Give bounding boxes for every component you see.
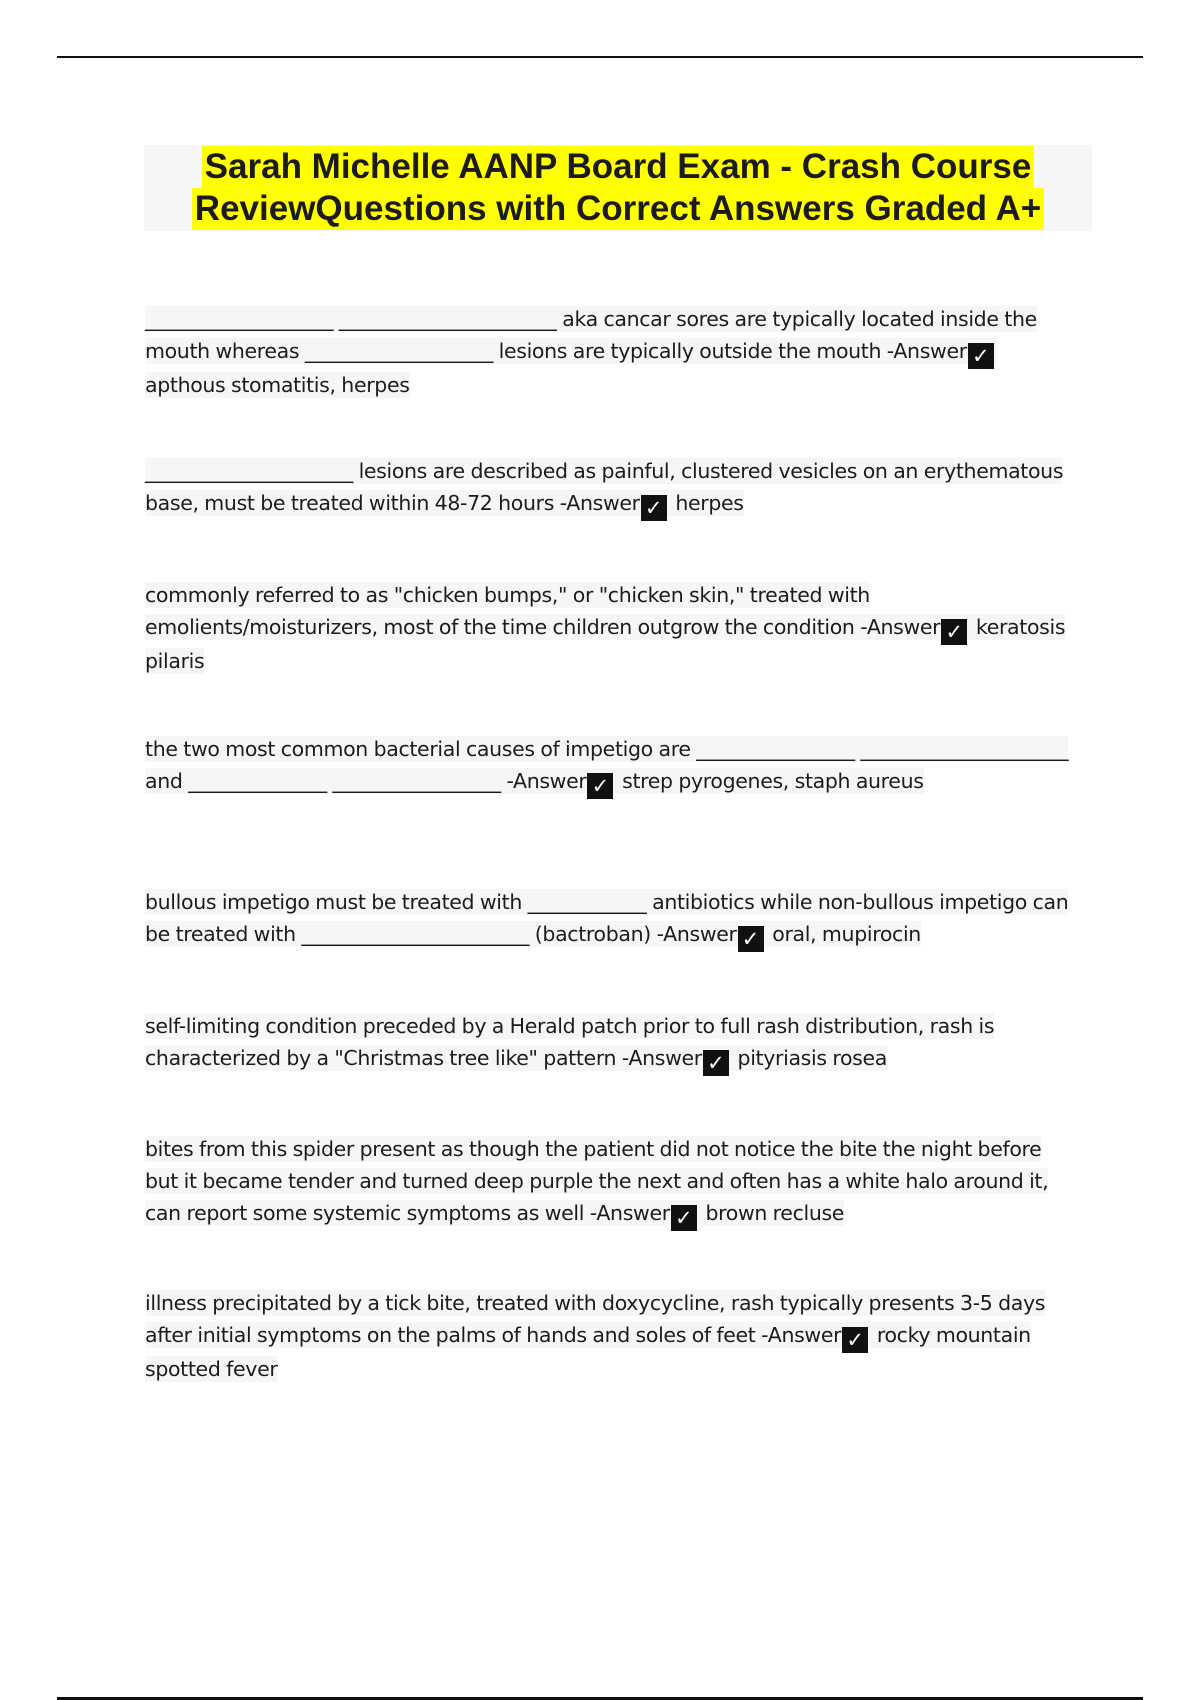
question-text: illness precipitated by a tick bite, treated with doxycycline, rash typically presents 3-5 days after initial symptoms on the palms of hands and soles of feet [145,1291,1046,1347]
answer-label: -Answer [621,1046,702,1070]
qa-item [145,455,1080,521]
answer-text: strep pyrogenes, staph aureus [622,769,924,793]
answer-label: -Answer [656,922,737,946]
answer-text: rocky mountain spotted fever [145,1323,1031,1381]
qa-item [145,1133,1080,1231]
question-text: the two most common bacterial causes of impetigo are ________________ _____________________ and ______________ _________________ [145,737,1069,793]
question-text: _____________________ lesions are described as painful, clustered vesicles on an erythematous base, must be treated within 48-72 hours [145,459,1064,515]
check-icon: ✓ [641,495,667,521]
check-icon: ✓ [738,926,764,952]
top-rule [57,56,1143,58]
answer-text: brown recluse [705,1201,845,1225]
question-text: commonly referred to as "chicken bumps," or "chicken skin," treated with emolients/moisturizers, most of the time children outgrow the condition [145,583,870,639]
check-icon: ✓ [703,1050,729,1076]
check-icon: ✓ [587,773,613,799]
qa-item [145,1010,1080,1076]
answer-label: -Answer [559,491,640,515]
answer-text: keratosis pilaris [145,615,1066,673]
check-icon: ✓ [842,1327,868,1353]
document-title [144,145,1092,231]
answer-label: -Answer [860,615,941,639]
title-line-2: ReviewQuestions with Correct Answers Graded A+ [192,188,1044,230]
answer-text: pityriasis rosea [737,1046,887,1070]
qa-item [145,1287,1080,1385]
question-text: ___________________ ______________________ aka cancar sores are typically located inside the mouth whereas ___________________ lesions are typically outside the mouth [145,307,1037,363]
qa-item [145,303,1080,401]
title-line-1: Sarah Michelle AANP Board Exam - Crash Course [202,146,1035,188]
answer-text: herpes [675,491,744,515]
qa-item [145,733,1080,799]
answer-text: apthous stomatitis, herpes [145,373,410,397]
question-text: bullous impetigo must be treated with ____________ antibiotics while non-bullous impetigo can be treated with _______________________ (bactroban) [145,890,1069,946]
qa-item [145,579,1080,677]
qa-item [145,886,1080,952]
check-icon: ✓ [968,343,994,369]
check-icon: ✓ [671,1205,697,1231]
answer-label: -Answer [506,769,587,793]
question-text: self-limiting condition preceded by a Herald patch prior to full rash distribution, rash is characterized by a "Christmas tree like" pattern [145,1014,995,1070]
answer-text: oral, mupirocin [772,922,921,946]
check-icon: ✓ [941,619,967,645]
answer-label: -Answer [761,1323,842,1347]
question-text: bites from this spider present as though the patient did not notice the bite the night before but it became tender and turned deep purple the next and often has a white halo around it, can report some systemic symptoms as well [145,1137,1049,1225]
answer-label: -Answer [886,339,967,363]
answer-label: -Answer [589,1201,670,1225]
